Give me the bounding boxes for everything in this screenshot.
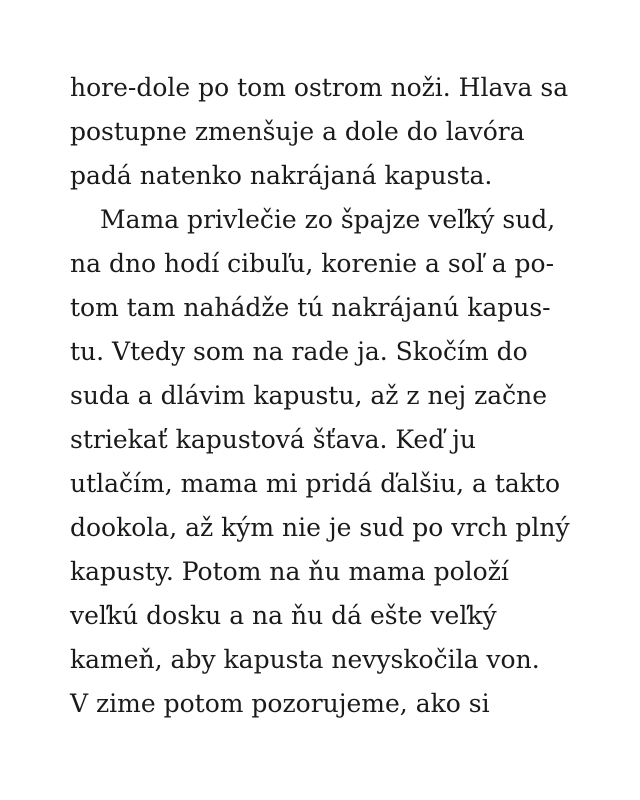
text-line: veľkú dosku a na ňu dá ešte veľký <box>70 601 497 630</box>
text-line: hore-dole po tom ostrom noži. Hlava sa <box>70 73 569 102</box>
text-line: postupne zmenšuje a dole do lavóra <box>70 117 525 146</box>
text-line: tu. Vtedy som na rade ja. Skočím do <box>70 337 528 366</box>
paragraph-first-line: Mama privlečie zo špajze veľký sud, <box>100 205 556 234</box>
text-line: V zime potom pozorujeme, ako si <box>70 689 490 718</box>
text-line: padá natenko nakrájaná kapusta. <box>70 161 493 190</box>
text-line: striekať kapustová šťava. Keď ju <box>70 425 477 454</box>
text-line: na dno hodí cibuľu, korenie a soľ a po- <box>70 249 555 278</box>
text-line: kapusty. Potom na ňu mama položí <box>70 557 509 586</box>
text-line: dookola, až kým nie je sud po vrch plný <box>70 513 570 542</box>
text-line: tom tam nahádže tú nakrájanú kapus- <box>70 293 551 322</box>
text-line: kameň, aby kapusta nevyskočila von. <box>70 645 540 674</box>
text-line: suda a dlávim kapustu, až z nej začne <box>70 381 548 410</box>
text-line: utlačím, mama mi pridá ďalšiu, a takto <box>70 469 561 498</box>
body-text <box>70 66 590 726</box>
